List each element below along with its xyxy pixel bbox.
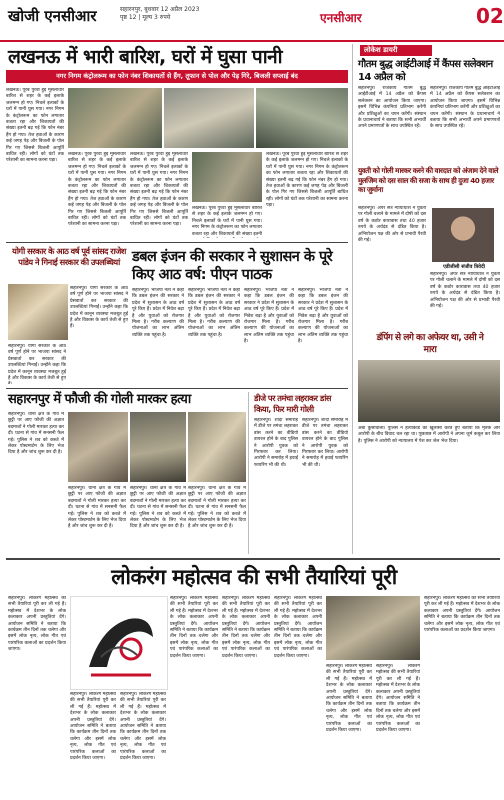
story6-body-col5: सहारनपुर। लोकरंग महोत्सव की सभी तैयारियां पूरी कर ली गई हैं। महोत्सव में देशभर के लोक कलाकार अपनी प्रस्तुतियां देंगे। आयोजन समिति ने बताया कि कार्यक्रम तीन दिनों तक चलेगा और इसमें लोक नृत्य, लोक गीत एवं पारंपरिक कलाओं का प्रदर्शन किया जाएगा। xyxy=(222,596,270,659)
dateline-date: सहारनपुर, बुधवार 12 अप्रैल 2023 xyxy=(120,6,200,13)
story2-headline: योगी सरकार के आठ वर्ष पूर्व सांसद राजेश पांडेय ने गिनाई सरकार की उपलब्धियां xyxy=(12,246,126,267)
story5-headline: डीजे पर तमंचा लहराकर डांस किया, फिर मारी गोली xyxy=(254,393,331,414)
lead-body-col3: लखनऊ। पूरब पुरवा हुई मूसलाधार बारिश से शहर के कई इलाके जलमग्न हो गए। निचले इलाकों के घरों में पानी घुस गया। नगर निगम के कंट्रोलरूम का फोन लगातार बजता रहा और शिकायतों की संख्या इतनी बढ़ गई कि फोन नंबर हैंग हो गया। तेज हवाओं के कारण कई जगह पेड़ और बिजली के पोल गिर गए जिससे बिजली आपूर्ति बाधित रही। लोगों को घंटों तक परेशानी का सामना करना पड़ा। xyxy=(130,152,188,228)
story6-headline: लोकरंग महोत्सव की सभी तैयारियां पूरी xyxy=(111,565,397,589)
lead-subhead: नगर निगम कंट्रोलरूम का फोन नंबर शिकायतों से हैंग, तूफान से पोल और पेड़ गिरे, बिजली सप्लाई बंद xyxy=(6,70,348,83)
lead-body-col2: लखनऊ। पूरब पुरवा हुई मूसलाधार बारिश से शहर के कई इलाके जलमग्न हो गए। निचले इलाकों के घरों में पानी घुस गया। नगर निगम के कंट्रोलरूम का फोन लगातार बजता रहा और शिकायतों की संख्या इतनी बढ़ गई कि फोन नंबर हैंग हो गया। तेज हवाओं के कारण कई जगह पेड़ और बिजली के पोल गिर गए जिससे बिजली आपूर्ति बाधित रही। लोगों को घंटों तक परेशानी का सामना करना पड़ा। xyxy=(68,152,126,228)
sidebar-photo-2 xyxy=(358,360,500,422)
festival-emblem-icon xyxy=(71,597,167,689)
story3-body-col4: सहारनपुर। भाजपा नेता ने कहा कि डबल इंजन की सरकार ने प्रदेश में सुशासन के आठ वर्ष पूरे किए हैं। प्रदेश में निवेश बढ़ा है और युवाओं को रोजगार मिला है। गरीब कल्याण की योजनाओं का लाभ अंतिम व्यक्ति तक पहुंचा है। xyxy=(298,288,348,345)
page-number: 02 xyxy=(476,4,504,28)
story5-body-col1: सहारनपुर। शादी समारोह में डीजे पर तमंचा लहराकर डांस करने का वीडियो वायरल होने के बाद पुलिस ने आरोपी युवक को गिरफ्तार कर लिया। आरोपी ने समारोह में हवाई फायरिंग भी की थी। xyxy=(254,418,298,468)
story6-body-col8: सहारनपुर। लोकरंग महोत्सव की सभी तैयारियां पूरी कर ली गई हैं। महोत्सव में देशभर के लोक कलाकार अपनी प्रस्तुतियां देंगे। आयोजन समिति ने बताया कि कार्यक्रम तीन दिनों तक चलेगा और इसमें लोक नृत्य, लोक गीत एवं पारंपरिक कलाओं का प्रदर्शन किया जाएगा। xyxy=(376,664,420,734)
story4-headline: सहारनपुर में फौजी की गोली मारकर हत्या xyxy=(8,392,191,407)
sidebar-headline-2: युवती को गोली मारकर करने की वारदात को अंजाम देने वाले मुलजिम को दस साल की सजा के साथ ही दुजा 40 हजार का जुर्माना xyxy=(358,166,499,194)
story2-body-col0: सहारनपुर। योगी सरकार के आठ वर्ष पूर्ण होने पर भाजपा सांसद ने प्रेसवार्ता कर सरकार की उपलब्धियां गिनाईं। उन्होंने कहा कि प्रदेश में कानून व्यवस्था मजबूत हुई है और विकास के कार्य तेजी से हुए xyxy=(8,344,66,382)
story6-body-col2: सहारनपुर। लोकरंग महोत्सव की सभी तैयारियां पूरी कर ली गई हैं। महोत्सव में देशभर के लोक कलाकार अपनी प्रस्तुतियां देंगे। आयोजन समिति ने बताया कि कार्यक्रम तीन दिनों तक चलेगा और इसमें लोक नृत्य, लोक गीत एवं पारंपरिक कलाओं का प्रदर्शन किया जाएगा। xyxy=(70,692,116,762)
lead-photo-1 xyxy=(68,88,162,148)
story2-body-col1: सहारनपुर। योगी सरकार के आठ वर्ष पूर्ण होने पर भाजपा सांसद ने प्रेसवार्ता कर सरकार की उपलब्धियां गिनाईं। उन्होंने कहा कि प्रदेश में कानून व्यवस्था मजबूत हुई है और विकास के कार्य तेजी से हुए हैं। xyxy=(70,286,128,330)
story6-photo xyxy=(326,596,420,660)
story4-photo-1 xyxy=(68,412,128,482)
story4-body-col1: सहारनपुर। थाना क्षेत्र के गांव में छुट्टी पर आए फौजी की अज्ञात बदमाशों ने गोली मारकर हत्या कर दी। घटना से गांव में सनसनी फैल गई। पुलिस ने शव को कब्जे में लेकर पोस्टमार्टम के लिए भेज दिया है और जांच शुरू कर दी है। xyxy=(8,412,64,456)
divider-3 xyxy=(6,558,500,560)
story6-body-col1: सहारनपुर। लोकरंग महोत्सव की सभी तैयारियां पूरी कर ली गई हैं। महोत्सव में देशभर के लोक कलाकार अपनी प्रस्तुतियां देंगे। आयोजन समिति ने बताया कि कार्यक्रम तीन दिनों तक चलेगा और इसमें लोक नृत्य, लोक गीत एवं पारंपरिक कलाओं का प्रदर्शन किया जाएगा। xyxy=(8,596,66,653)
story4-body-col2: सहारनपुर। थाना क्षेत्र के गांव में छुट्टी पर आए फौजी की अज्ञात बदमाशों ने गोली मारकर हत्या कर दी। घटना से गांव में सनसनी फैल गई। पुलिस ने शव को कब्जे में लेकर पोस्टमार्टम के लिए भेज दिया है और जांच शुरू कर दी है। xyxy=(68,486,126,530)
sidebar-headline: गौतम बुद्ध आईटीआई में कैंपस सलेक्शन 14 अप्रैल को xyxy=(358,59,493,83)
story4-photo-2 xyxy=(130,412,186,482)
story3-body-col1: सहारनपुर। भाजपा नेता ने कहा कि डबल इंजन की सरकार ने प्रदेश में सुशासन के आठ वर्ष पूरे किए हैं। प्रदेश में निवेश बढ़ा है और युवाओं को रोजगार मिला है। गरीब कल्याण की योजनाओं का लाभ अंतिम व्यक्ति तक पहुंचा है। xyxy=(132,288,184,338)
story4-body-col3: सहारनपुर। थाना क्षेत्र के गांव में छुट्टी पर आए फौजी की अज्ञात बदमाशों ने गोली मारकर हत्या कर दी। घटना से गांव में सनसनी फैल गई। पुलिस ने शव को कब्जे में लेकर पोस्टमार्टम के लिए भेज दिया है और जांच शुरू कर दी है। xyxy=(130,486,186,530)
story5-body-col2: सहारनपुर। शादी समारोह में डीजे पर तमंचा लहराकर डांस करने का वीडियो वायरल होने के बाद पुलिस ने आरोपी युवक को गिरफ्तार कर लिया। आरोपी ने समारोह में हवाई फायरिंग भी की थी। xyxy=(302,418,348,468)
lead-photo-2 xyxy=(164,88,254,148)
sidebar-body-col1: सहारनपुर। राजकीय गौतम बुद्ध आईटीआई में 14 अप्रैल को कैंपस सलेक्शन का आयोजन किया जाएगा। इसमें विभिन्न कंपनियां प्रतिभाग करेंगी और प्रशिक्षुओं का चयन करेंगी। संस्थान के प्रधानाचार्य ने बताया कि सभी अभ्यर्थी अपने प्रमाणपत्रों के साथ उपस्थित रहें। xyxy=(358,86,426,130)
lead-body-col1: लखनऊ। पूरब पुरवा हुई मूसलाधार बारिश से शहर के कई इलाके जलमग्न हो गए। निचले इलाकों के घरों में पानी घुस गया। नगर निगम के कंट्रोलरूम का फोन लगातार बजता रहा और शिकायतों की संख्या इतनी बढ़ गई कि फोन नंबर हैंग हो गया। तेज हवाओं के कारण कई जगह पेड़ और बिजली के पोल गिर गए जिससे बिजली आपूर्ति बाधित रही। लोगों को घंटों तक परेशानी का सामना करना पड़ा। xyxy=(6,88,64,164)
story3-headline: डबल इंजन की सरकार ने सुशासन के पूरे किए आठ वर्ष: पीएन पाठक xyxy=(132,249,333,283)
sidebar-column-title: लोकेश डायरी xyxy=(360,45,432,56)
lead-headline: लखनऊ में भारी बारिश, घरों में घुसा पानी xyxy=(8,46,283,68)
sidebar-body2-col1: सहारनपुर। अपर सत्र न्यायाधीश ने युवती पर गोली चलाने के मामले में दोषी को दस वर्ष के कठोर कारावास तथा 40 हजार रुपये के अर्थदंड से दंडित किया है। अभियोजन पक्ष की ओर से प्रभावी पैरवी की गई। xyxy=(358,206,426,244)
story4-photo-3 xyxy=(188,412,246,482)
story3-body-col3: सहारनपुर। भाजपा नेता ने कहा कि डबल इंजन की सरकार ने प्रदेश में सुशासन के आठ वर्ष पूरे किए हैं। प्रदेश में निवेश बढ़ा है और युवाओं को रोजगार मिला है। गरीब कल्याण की योजनाओं का लाभ अंतिम व्यक्ति तक पहुंचा है। xyxy=(244,288,294,345)
sidebar-body3: अंबा कुर्सीवाला। पुलिस ने हत्याकांड का खुलासा करते हुए बताया कि मृतक और आरोपी के बीच विवाद चल रहा था। पूछताछ में आरोपी ने अपना जुर्म कबूल कर लिया है। पुलिस ने आरोपी को न्यायालय में पेश कर जेल भेज दिया। xyxy=(358,426,500,444)
story6-body-col4: सहारनपुर। लोकरंग महोत्सव की सभी तैयारियां पूरी कर ली गई हैं। महोत्सव में देशभर के लोक कलाकार अपनी प्रस्तुतियां देंगे। आयोजन समिति ने बताया कि कार्यक्रम तीन दिनों तक चलेगा और इसमें लोक नृत्य, लोक गीत एवं पारंपरिक कलाओं का प्रदर्शन किया जाएगा। xyxy=(170,596,218,659)
lead-photo-4 xyxy=(192,152,262,202)
story2-photo xyxy=(8,284,68,340)
story3-body-col2: सहारनपुर। भाजपा नेता ने कहा कि डबल इंजन की सरकार ने प्रदेश में सुशासन के आठ वर्ष पूरे किए हैं। प्रदेश में निवेश बढ़ा है और युवाओं को रोजगार मिला है। गरीब कल्याण की योजनाओं का लाभ अंतिम व्यक्ति तक पहुंचा है। xyxy=(188,288,240,338)
story5-divider xyxy=(248,392,249,554)
sidebar-byline: एडीजीसी संजीव त्रिवेदी xyxy=(443,264,485,270)
section-name: एनसीआर xyxy=(320,11,362,25)
story6-body-col6: सहारनपुर। लोकरंग महोत्सव की सभी तैयारियां पूरी कर ली गई हैं। महोत्सव में देशभर के लोक कलाकार अपनी प्रस्तुतियां देंगे। आयोजन समिति ने बताया कि कार्यक्रम तीन दिनों तक चलेगा और इसमें लोक नृत्य, लोक गीत एवं पारंपरिक कलाओं का प्रदर्शन किया जाएगा। xyxy=(274,596,322,659)
sidebar-portrait xyxy=(432,208,494,262)
sidebar-headline-3: डंपिंग से लगे का अफेयर था, उसी ने मारा xyxy=(376,333,484,355)
story6-body-col7: सहारनपुर। लोकरंग महोत्सव की सभी तैयारियां पूरी कर ली गई हैं। महोत्सव में देशभर के लोक कलाकार अपनी प्रस्तुतियां देंगे। आयोजन समिति ने बताया कि कार्यक्रम तीन दिनों तक चलेगा और इसमें लोक नृत्य, लोक गीत एवं पारंपरिक कलाओं का प्रदर्शन किया जाएगा। xyxy=(326,664,372,734)
divider-2 xyxy=(6,388,348,389)
divider-1 xyxy=(6,242,348,243)
sidebar-divider xyxy=(352,44,353,554)
sidebar-body-col2: सहारनपुर। राजकीय गौतम बुद्ध आईटीआई में 14 अप्रैल को कैंपस सलेक्शन का आयोजन किया जाएगा। इसमें विभिन्न कंपनियां प्रतिभाग करेंगी और प्रशिक्षुओं का चयन करेंगी। संस्थान के प्रधानाचार्य ने बताया कि सभी अभ्यर्थी अपने प्रमाणपत्रों के साथ उपस्थित रहें। xyxy=(430,86,500,130)
story6-logo-art xyxy=(70,596,168,690)
story6-body-col9: सहारनपुर। लोकरंग महोत्सव की सभी तैयारियां पूरी कर ली गई हैं। महोत्सव में देशभर के लोक कलाकार अपनी प्रस्तुतियां देंगे। आयोजन समिति ने बताया कि कार्यक्रम तीन दिनों तक चलेगा और इसमें लोक नृत्य, लोक गीत एवं पारंपरिक कलाओं का प्रदर्शन किया जाएगा। xyxy=(424,596,500,634)
dateline xyxy=(120,6,290,22)
sidebar-body2-col2: सहारनपुर। अपर सत्र न्यायाधीश ने युवती पर गोली चलाने के मामले में दोषी को दस वर्ष के कठोर कारावास तथा 40 हजार रुपये के अर्थदंड से दंडित किया है। अभियोजन पक्ष की ओर से प्रभावी पैरवी की गई। xyxy=(430,272,500,310)
dateline-issue: पृष्ठ 12 | मूल्य 3 रुपये xyxy=(120,14,171,21)
lead-photo-3 xyxy=(256,88,348,148)
story6-body-col3: सहारनपुर। लोकरंग महोत्सव की सभी तैयारियां पूरी कर ली गई हैं। महोत्सव में देशभर के लोक कलाकार अपनी प्रस्तुतियां देंगे। आयोजन समिति ने बताया कि कार्यक्रम तीन दिनों तक चलेगा और इसमें लोक नृत्य, लोक गीत एवं पारंपरिक कलाओं का प्रदर्शन किया जाएगा। xyxy=(120,692,166,762)
lead-body-col5: लखनऊ। पूरब पुरवा हुई मूसलाधार बारिश से शहर के कई इलाके जलमग्न हो गए। निचले इलाकों के घरों में पानी घुस गया। नगर निगम के कंट्रोलरूम का फोन लगातार बजता रहा और शिकायतों की संख्या इतनी बढ़ गई कि फोन नंबर हैंग हो गया। तेज हवाओं के कारण कई जगह पेड़ और बिजली के पोल गिर गए जिससे बिजली आपूर्ति बाधित रही। लोगों को घंटों तक परेशानी का सामना करना पड़ा। xyxy=(266,152,348,209)
newspaper-logo: खोजी एनसीआर xyxy=(8,7,97,25)
story4-body-col4: सहारनपुर। थाना क्षेत्र के गांव में छुट्टी पर आए फौजी की अज्ञात बदमाशों ने गोली मारकर हत्या कर दी। घटना से गांव में सनसनी फैल गई। पुलिस ने शव को कब्जे में लेकर पोस्टमार्टम के लिए भेज दिया है और जांच शुरू कर दी है। xyxy=(188,486,246,530)
lead-body-col4: लखनऊ। पूरब पुरवा हुई मूसलाधार बारिश से शहर के कई इलाके जलमग्न हो गए। निचले इलाकों के घरों में पानी घुस गया। नगर निगम के कंट्रोलरूम का फोन लगातार बजता रहा और शिकायतों की संख्या इतनी xyxy=(192,206,262,237)
